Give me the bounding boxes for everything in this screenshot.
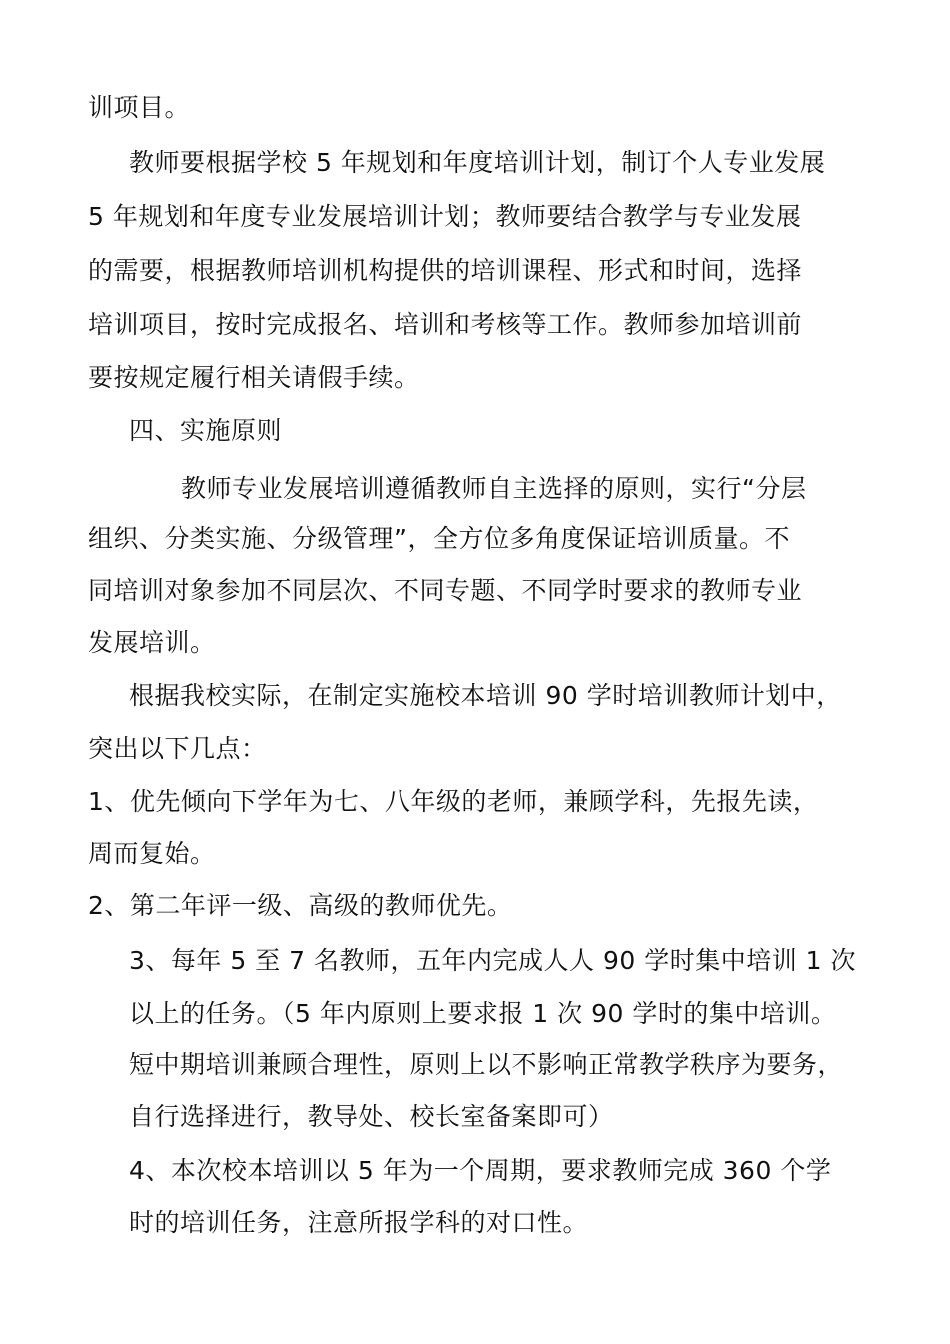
- text-line-2: 教师要根据学校 5 年规划和年度培训计划，制订个人专业发展: [129, 148, 826, 177]
- text-line-10: 同培训对象参加不同层次、不同专题、不同学时要求的教师专业: [88, 576, 803, 605]
- text-line-4: 的需要，根据教师培训机构提供的培训课程、形式和时间，选择: [88, 256, 803, 285]
- text-line-13: 突出以下几点：: [88, 734, 267, 763]
- list-item-3: 3、每年 5 至 7 名教师，五年内完成人人 90 学时集中培训 1 次: [129, 946, 857, 975]
- section-heading: 四、实施原则: [129, 416, 283, 445]
- list-item-3-cont-3: 自行选择进行，教导处、校长室备案即可）: [129, 1102, 614, 1131]
- list-item-4: 4、本次校本培训以 5 年为一个周期，要求教师完成 360 个学: [129, 1156, 832, 1185]
- text-line-6: 要按规定履行相关请假手续。: [88, 363, 420, 392]
- text-line-3: 5 年规划和年度专业发展培训计划；教师要结合教学与专业发展: [88, 202, 802, 231]
- text-line-12: 根据我校实际，在制定实施校本培训 90 学时培训教师计划中，: [129, 681, 842, 710]
- text-line-9: 组织、分类实施、分级管理”，全方位多角度保证培训质量。不: [88, 524, 790, 553]
- list-item-4-cont: 时的培训任务，注意所报学科的对口性。: [129, 1208, 589, 1237]
- list-item-3-cont-1: 以上的任务。（5 年内原则上要求报 1 次 90 学时的集中培训。: [129, 999, 837, 1028]
- text-line-8: 教师专业发展培训遵循教师自主选择的原则，实行“分层: [181, 474, 807, 503]
- text-line-5: 培训项目，按时完成报名、培训和考核等工作。教师参加培训前: [88, 310, 803, 339]
- list-item-1: 1、优先倾向下学年为七、八年级的老师，兼顾学科，先报先读，: [88, 787, 819, 816]
- list-item-1-cont: 周而复始。: [88, 839, 216, 868]
- text-line-1: 训项目。: [88, 93, 191, 122]
- text-line-11: 发展培训。: [88, 628, 216, 657]
- list-item-2: 2、第二年评一级、高级的教师优先。: [88, 891, 513, 920]
- list-item-3-cont-2: 短中期培训兼顾合理性，原则上以不影响正常教学秩序为要务，: [129, 1050, 844, 1079]
